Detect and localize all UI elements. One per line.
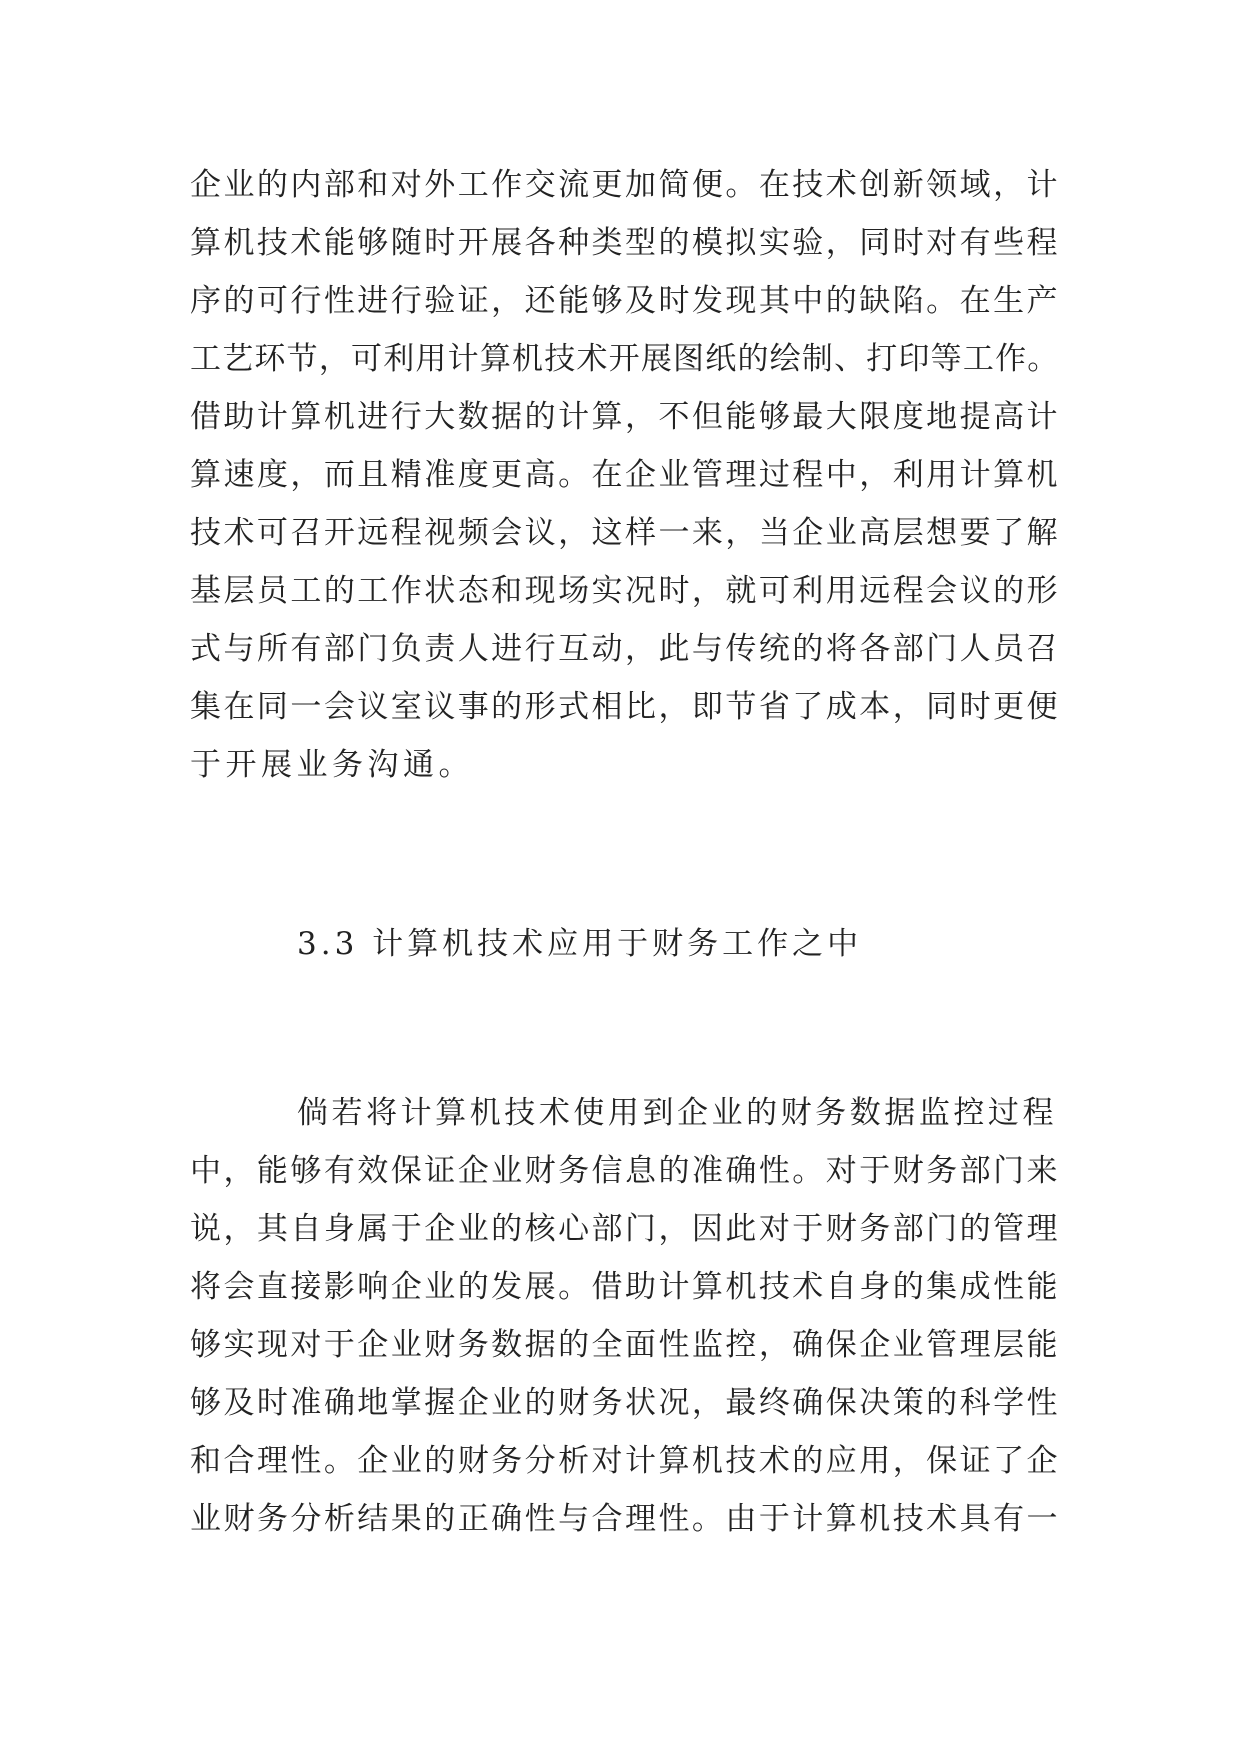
paragraph-line: 技术可召开远程视频会议，这样一来，当企业高层想要了解: [190, 515, 1060, 551]
paragraph-line: 和合理性。企业的财务分析对计算机技术的应用，保证了企: [190, 1443, 1060, 1479]
paragraph-line: 倘若将计算机技术使用到企业的财务数据监控过程: [297, 1095, 1057, 1131]
paragraph-line: 算机技术能够随时开展各种类型的模拟实验，同时对有些程: [190, 225, 1060, 261]
paragraph-line: 借助计算机进行大数据的计算，不但能够最大限度地提高计: [190, 399, 1060, 435]
paragraph-line: 说，其自身属于企业的核心部门，因此对于财务部门的管理: [190, 1211, 1060, 1247]
paragraph-line: 算速度，而且精准度更高。在企业管理过程中，利用计算机: [190, 457, 1060, 493]
paragraph-line: 够实现对于企业财务数据的全面性监控，确保企业管理层能: [190, 1327, 1060, 1363]
paragraph-line: 序的可行性进行验证，还能够及时发现其中的缺陷。在生产: [190, 283, 1060, 319]
paragraph-line: 将会直接影响企业的发展。借助计算机技术自身的集成性能: [190, 1269, 1060, 1305]
paragraph-line: 够及时准确地掌握企业的财务状况，最终确保决策的科学性: [190, 1385, 1060, 1421]
paragraph-line: 于开展业务沟通。: [190, 747, 474, 783]
paragraph-line: 中，能够有效保证企业财务信息的准确性。对于财务部门来: [190, 1153, 1060, 1189]
paragraph-line: 式与所有部门负责人进行互动，此与传统的将各部门人员召: [190, 631, 1060, 667]
section-heading: 3.3 计算机技术应用于财务工作之中: [297, 926, 863, 962]
paragraph-line: 业财务分析结果的正确性与合理性。由于计算机技术具有一: [190, 1501, 1060, 1537]
paragraph-line: 基层员工的工作状态和现场实况时，就可利用远程会议的形: [190, 573, 1060, 609]
paragraph-line: 集在同一会议室议事的形式相比，即节省了成本，同时更便: [190, 689, 1060, 725]
paragraph-line: 企业的内部和对外工作交流更加简便。在技术创新领域，计: [190, 167, 1060, 203]
paragraph-line: 工艺环节，可利用计算机技术开展图纸的绘制、打印等工作。: [190, 341, 1060, 377]
